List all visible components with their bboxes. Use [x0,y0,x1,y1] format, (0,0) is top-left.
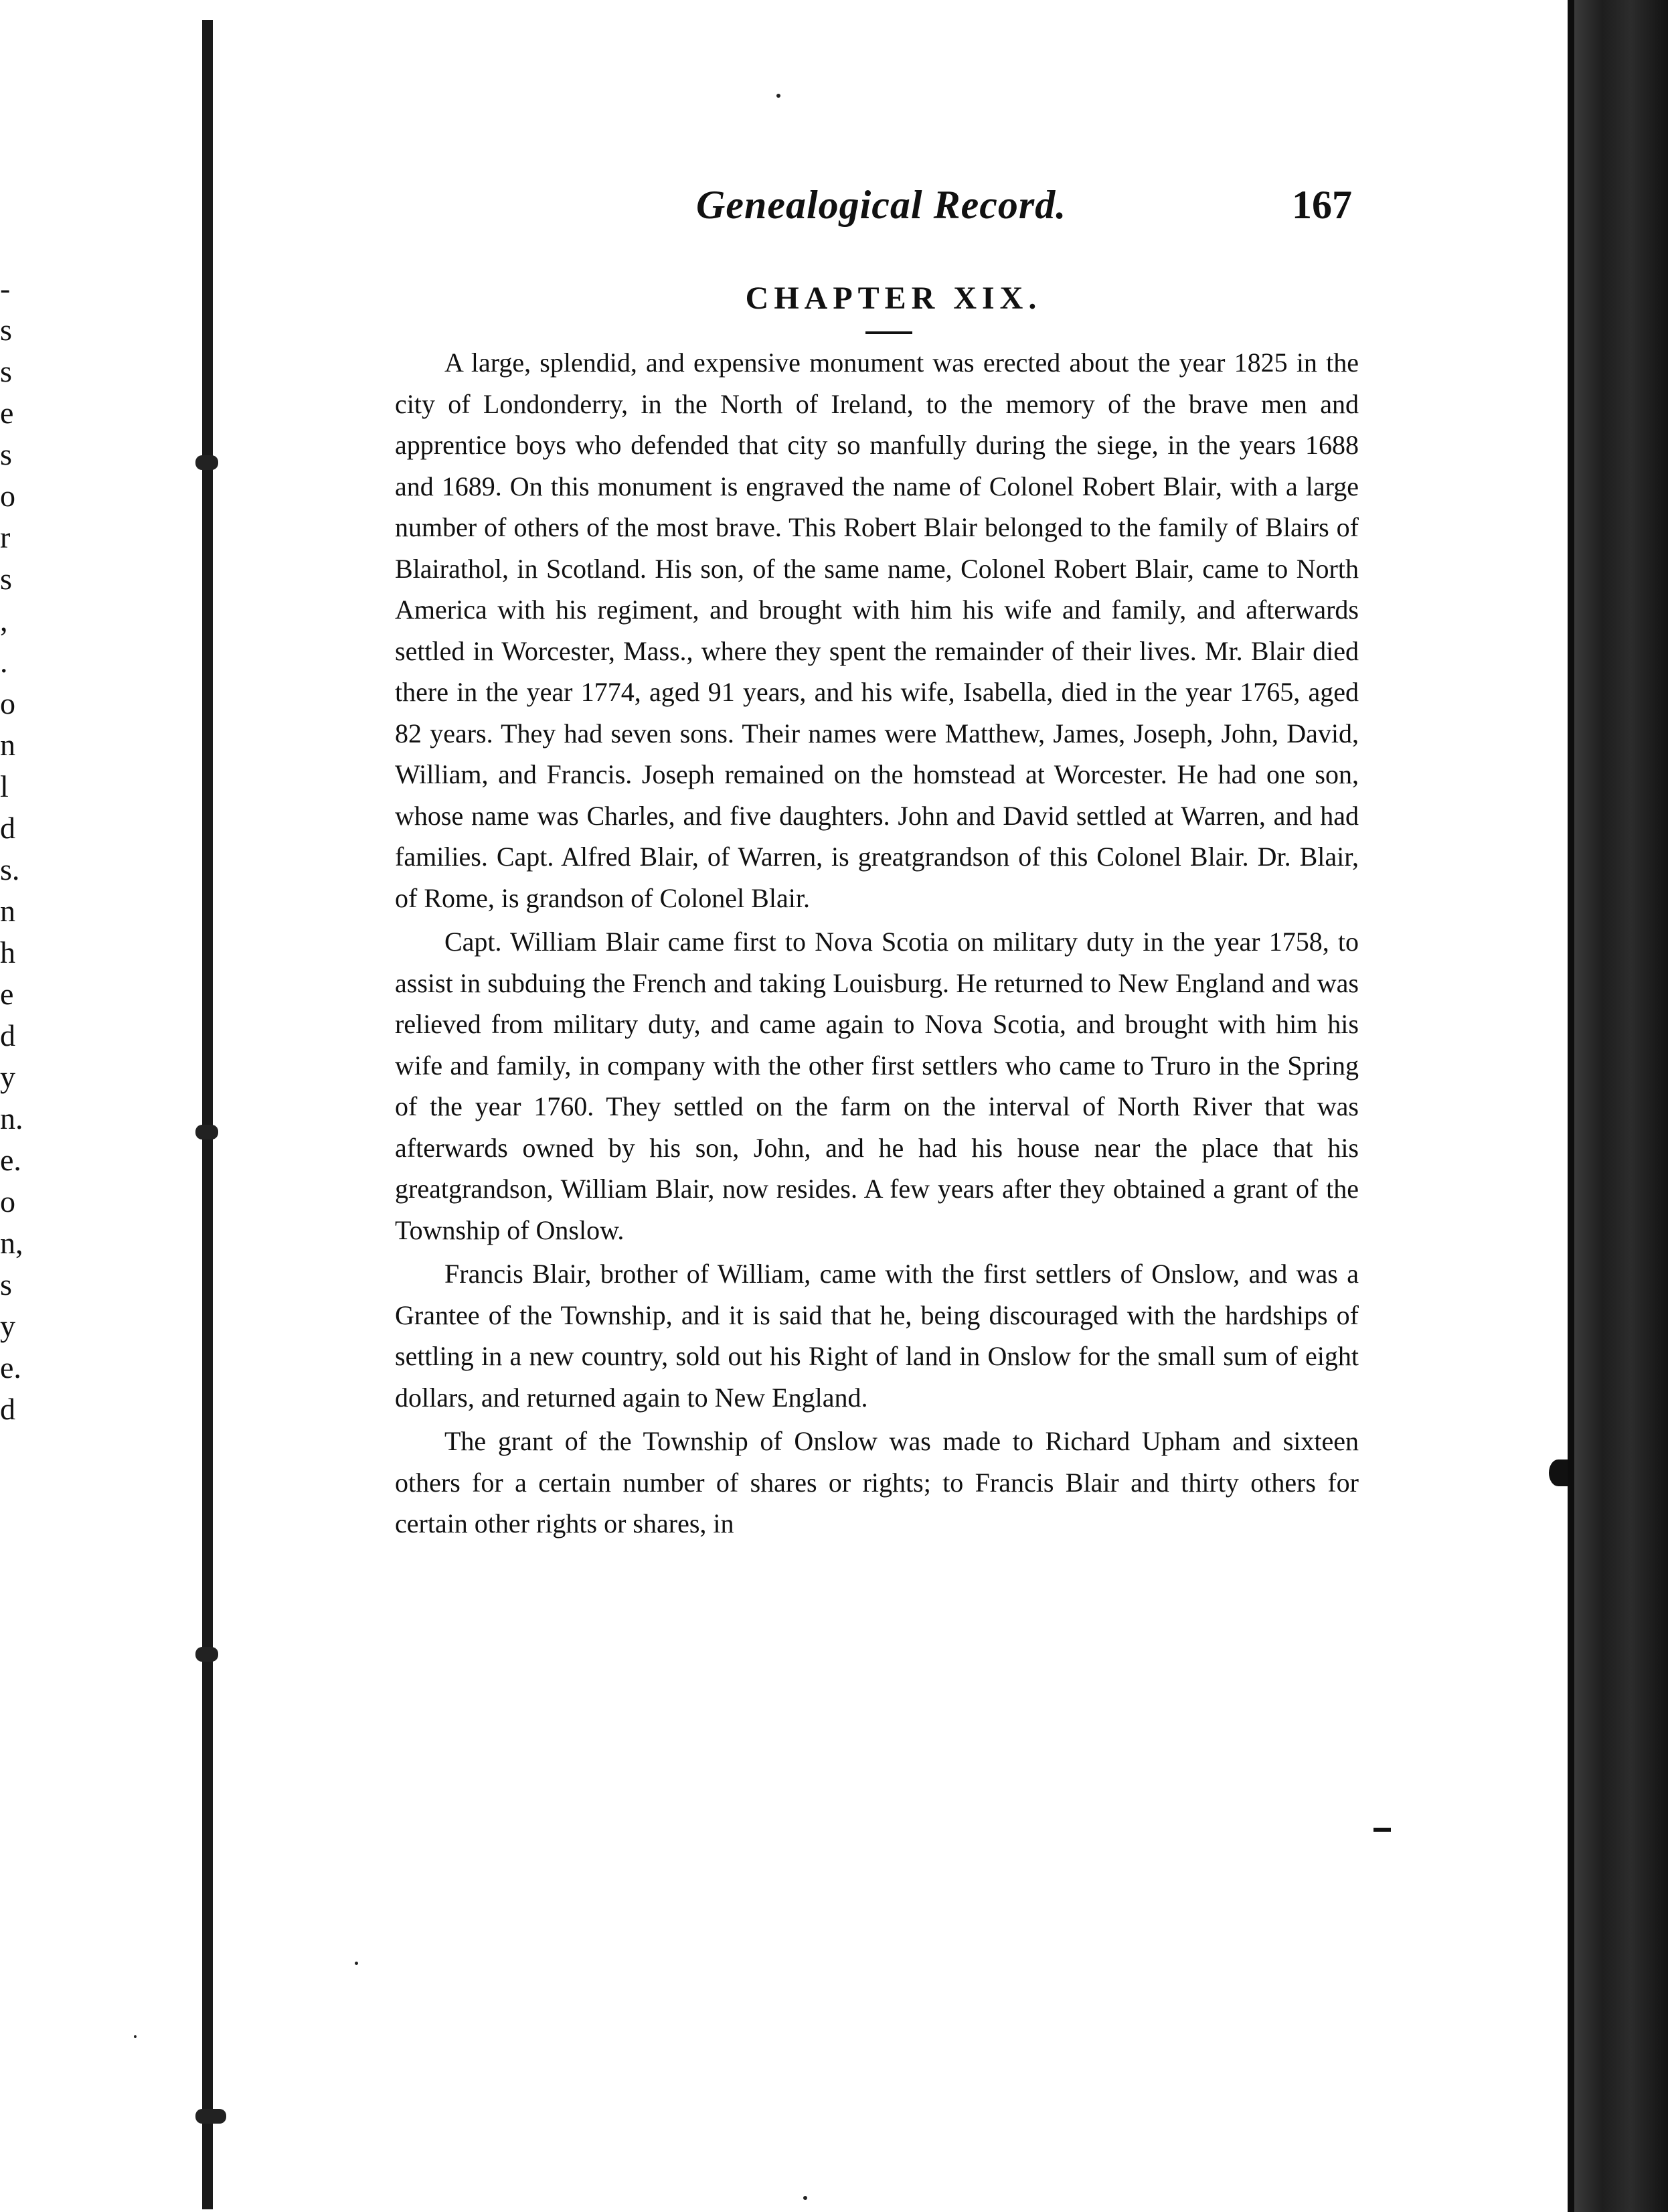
fragment: r [0,520,11,554]
fragment: e [0,977,14,1011]
fragment: o [0,686,15,720]
heading-rule [865,331,912,334]
margin-dash [1373,1828,1391,1832]
fragment: y [0,1309,15,1343]
fragment: , [0,603,8,637]
fragment: e [0,396,14,430]
book-page [395,174,1359,1545]
fragment: y [0,1060,15,1094]
binding-thread [195,1125,218,1139]
fragment: h [0,935,15,969]
running-head-title: Genealogical Record. [696,183,1067,227]
facing-page-fragments [0,268,27,1430]
fragment: e. [0,1350,21,1385]
fragment: - [0,271,11,305]
fragment: n [0,894,15,928]
fragment: o [0,479,15,513]
speck [134,2035,137,2038]
binding-thread [195,1647,218,1662]
speck [803,2196,807,2200]
fragment: s [0,313,12,347]
fragment: n [0,728,15,762]
page-edge-shadow [1568,0,1574,2212]
fragment: e. [0,1143,21,1177]
speck [355,1962,358,1965]
paragraph: The grant of the Township of Onslow was made to Richard Upham and sixteen others for a certain number of shares or rights; to Francis Blair and thirty others for certain other rights or shares, in [395,1426,1359,1538]
fragment: d [0,811,15,845]
page-number: 167 [1292,183,1352,227]
fragment: d [0,1018,15,1052]
fragment: l [0,769,9,803]
fragment: o [0,1184,15,1218]
body-text [395,342,1359,1545]
fragment: s [0,354,12,388]
fragment: s. [0,852,20,886]
speck [776,94,780,98]
fragment: n. [0,1101,23,1135]
fragment: s [0,562,12,596]
paragraph: A large, splendid, and expensive monument was erected about the year 1825 in the city of Londonderry, in the North of Ireland, to the memory of the brave men and apprentice boys who defended that city so manfully during the siege, in the years 1688 and 1689. On this monument is engraved the name of Colonel Robert Blair, with a large number of others of the most brave. This Robert Blair belonged to the family of Blairs of Blairathol, in Scotland. His son, of the same name, Colonel Robert Blair, came to North America with his regiment, and brought with him his wife and family, and afterwards settled in Worcester, Mass., where they spent the remainder of their lives. Mr. Blair died there in the year 1774, aged 91 years, and his wife, Isabella, died in the year 1765, aged 82 years. They had seven sons. Their names were Matthew, James, Joseph, John, David, William, and Francis. Joseph remained on the homstead at Worcester. He had one son, whose name was Charles, and five daughters. John and David settled at Warren, and had families. Capt. Alfred Blair, of Warren, is greatgrandson of this Colonel Blair. Dr. Blair, of Rome, is grandson of Colonel Blair. [395,347,1359,913]
book-edge-band [1574,0,1668,2212]
chapter-heading: CHAPTER XIX. [745,281,1042,316]
paragraph: Francis Blair, brother of William, came with the first settlers of Onslow, and was a Grantee of the Township, and it is said that he, being discouraged with the hardships of settling in a new country, sold out his Right of land in Onslow for the small sum of eight dollars, and returned again to New England. [395,1259,1359,1413]
fragment: s [0,1267,12,1301]
fragment: n, [0,1226,23,1260]
binding-gutter-line [202,20,213,2209]
edge-mark [1549,1459,1568,1486]
paragraph: Capt. William Blair came first to Nova Scotia on military duty in the year 1758, to assist in subduing the French and taking Louisburg. He returned to New England and was relieved from military duty, and came again to Nova Scotia, and brought with him his wife and family, in company with the other first settlers who came to Truro in the Spring of the year 1760. They settled on the farm on the interval of North River that was afterwards owned by his son, John, and he had his house near the place that his greatgrandson, William Blair, now resides. A few years after they obtained a grant of the Township of Onslow. [395,927,1359,1245]
facing-page-margin [0,0,201,2212]
binding-thread [195,455,218,470]
fragment: d [0,1392,15,1426]
running-header [395,174,1359,234]
binding-thread [195,2109,226,2124]
fragment: . [0,645,8,679]
fragment: s [0,437,12,471]
